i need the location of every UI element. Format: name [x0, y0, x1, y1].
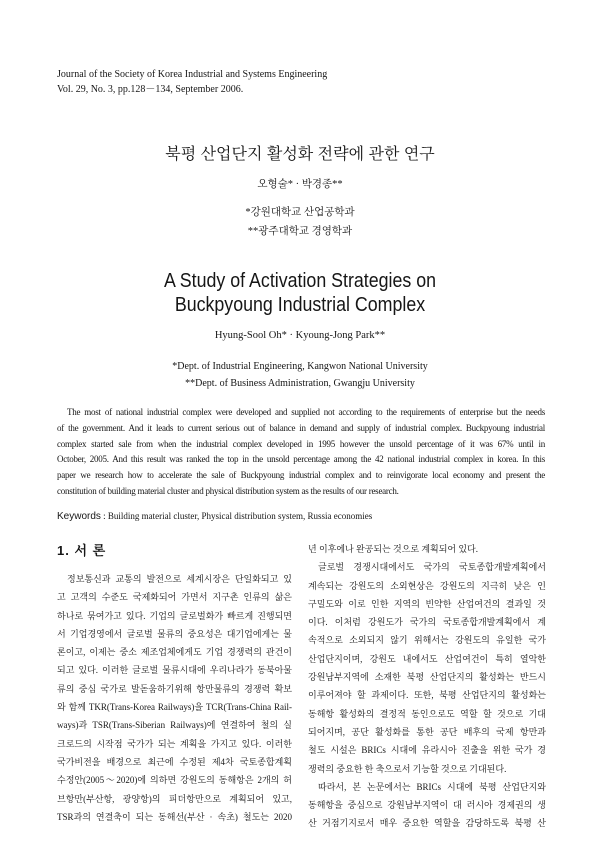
- korean-authors: 오형술* · 박경종**: [257, 179, 343, 190]
- abstract-line: of the government. And it leads to current serious out of balance in demand and supply of industrial complex. Buckpyoung industrial: [57, 422, 545, 433]
- korean-affiliation: *강원대학교 산업공학과: [245, 207, 355, 218]
- english-affiliation: **Dept. of Business Administration, Gwangju University: [185, 378, 415, 389]
- english-affiliation: *Dept. of Industrial Engineering, Kangwon National University: [172, 361, 428, 372]
- korean-affiliation: **광주대학교 경영학과: [247, 226, 353, 237]
- right-column-line: 글로벌 경쟁시대에서도 국가의 국토종합개발계획에서: [318, 562, 546, 573]
- left-column-line: 되고 있다. 이러한 글로벌 물류시대에 우리나라가 동북아물: [57, 665, 292, 676]
- body-paragraph: [308, 540, 546, 558]
- right-column-line: 동해항 활성화의 결정적 동인으로도 역할 할 것으로 기대: [308, 708, 546, 719]
- right-column-line: 강원남부지역에 소재한 북평 산업단지의 활성화는 반드시: [308, 672, 546, 683]
- left-column-line: 서 기업경영에서 글로벌 물류의 중요성은 대기업에게는 물: [57, 628, 292, 639]
- right-column-line: 이루어져야 할 과제이다. 또한, 북평 산업단지의 활성화는: [308, 690, 546, 701]
- right-column: [308, 540, 546, 833]
- right-column-line: 되어지며, 공단 활성화를 통한 공단 배후의 국제 항만과: [308, 726, 546, 737]
- abstract-line: The most of national industrial complex were developed and supplied not according to the requirements of enterprise but the needs: [67, 407, 545, 417]
- left-column-line: TSR과의 연결축이 되는 동해선(부산 · 속초) 철도는 2020: [57, 811, 292, 822]
- right-column-line: 계속되는 강원도의 소외현상은 강원도의 지극히 낮은 인: [308, 580, 546, 591]
- english-authors: Hyung-Sool Oh* · Kyoung-Jong Park**: [214, 330, 386, 341]
- right-column-line: 따라서, 본 논문에서는 BRICs 시대에 북평 산업단지와: [318, 781, 546, 792]
- left-column-line: 수정안(2005～2020)에 의하면 강원도의 동해항은 2개의 허: [57, 775, 292, 786]
- right-column-line: 이다. 이처럼 강원도가 국가의 국토종합개발계획에서 계: [308, 617, 546, 628]
- left-column-line: 정보통신과 교통의 발전으로 세계시장은 단일화되고 있: [67, 574, 292, 584]
- left-column-line: 하나로 묶여가고 있다. 기업의 글로벌화가 빠르게 진행되면: [57, 610, 292, 621]
- keywords: [57, 509, 372, 524]
- abstract: [57, 405, 545, 500]
- journal-header: [57, 67, 327, 97]
- journal-name: Journal of the Society of Korea Industrial and Systems Engineering: [57, 69, 328, 80]
- right-column-line: 쟁력의 중요한 한 축으로서 기능할 것으로 기대된다.: [308, 763, 507, 774]
- korean-affiliations: [0, 203, 600, 241]
- korean-title: 북평 산업단지 활성화 전략에 관한 연구: [165, 146, 435, 163]
- right-column-line: 동해항을 중심으로 강원남부지역이 대 러시아 경제권의 생: [308, 800, 546, 811]
- english-title-line: Buckpyoung Industrial Complex: [174, 294, 426, 316]
- left-column-line: 크로드의 시작점 국가가 되는 계획을 가지고 있다. 이러한: [57, 738, 292, 749]
- abstract-line: complex started sale from when the industrial complex developed in 1995 however the unsold percentage of it was 67% until in: [57, 438, 545, 449]
- section-heading: 1. 서 론: [57, 543, 107, 558]
- left-column-line: 브항만(부산항, 광양항)의 피더항만으로 계획되어 있고,: [57, 793, 292, 804]
- right-column-line: 산업단지이며, 강원도 내에서도 산업여건이 특히 열악한: [308, 653, 546, 664]
- abstract-line: paper we research how to accelerate the sale of Buckpyoung industrial complex and to reinvigorate local economy and present the: [57, 470, 545, 481]
- right-column-line: 년 이후에나 완공되는 것으로 계획되어 있다.: [308, 544, 478, 554]
- left-column-line: 국가비전을 배경으로 최근에 수정된 제4차 국토종합계획: [57, 756, 292, 767]
- left-column-line: 류의 중심 국가로 발돋움하기위해 항만물류의 경쟁력 확보: [57, 683, 292, 694]
- left-column-line: 론이고, 이제는 중소 제조업체에게도 기업 경쟁력의 관건이: [57, 647, 292, 658]
- body-paragraph: [57, 570, 292, 826]
- journal-issue: Vol. 29, No. 3, pp.128－134, September 2006.: [57, 84, 244, 95]
- right-column-line: 구밀도와 이로 인한 지역의 빈약한 산업여건의 결과일 것: [308, 598, 546, 609]
- right-column-line: 산 거점기지로서 매우 중요한 역할을 감당하도록 북평 산: [308, 818, 546, 829]
- keywords-text: Building material cluster, Physical distribution system, Russia economies: [107, 511, 373, 521]
- abstract-line: October, 2005. And this result was ranked the top in the unsold percentage among the 42 national industrial complex in korea. In this: [57, 454, 545, 465]
- left-column: [57, 570, 292, 826]
- left-column-line: 와 함께 TKR(Trans-Korea Railways)을 TCR(Trans-China Rail-: [57, 702, 292, 713]
- right-column-line: 철도 시설은 BRICs 시대에 유라시아 진출을 위한 국가 경: [308, 745, 546, 756]
- english-title: [33, 269, 567, 317]
- body-paragraph: [308, 558, 546, 778]
- english-affiliations: [0, 358, 600, 392]
- abstract-line: constitution of building material cluster and physical distribution system as the results of our research.: [57, 485, 399, 496]
- left-column-line: 고 고객의 수준도 국제화되어 가면서 지구촌 인류의 삶은: [57, 592, 292, 603]
- keywords-separator: :: [103, 511, 106, 521]
- body-paragraph: [308, 778, 546, 833]
- right-column-line: 속적으로 소외되지 않기 위해서는 강원도의 유일한 국가: [308, 635, 546, 646]
- left-column-line: ways)과 TSR(Trans-Siberian Railways)에 연결하여 철의 실: [57, 720, 292, 731]
- english-title-line: A Study of Activation Strategies on: [163, 270, 437, 292]
- keywords-label: Keywords: [57, 511, 101, 522]
